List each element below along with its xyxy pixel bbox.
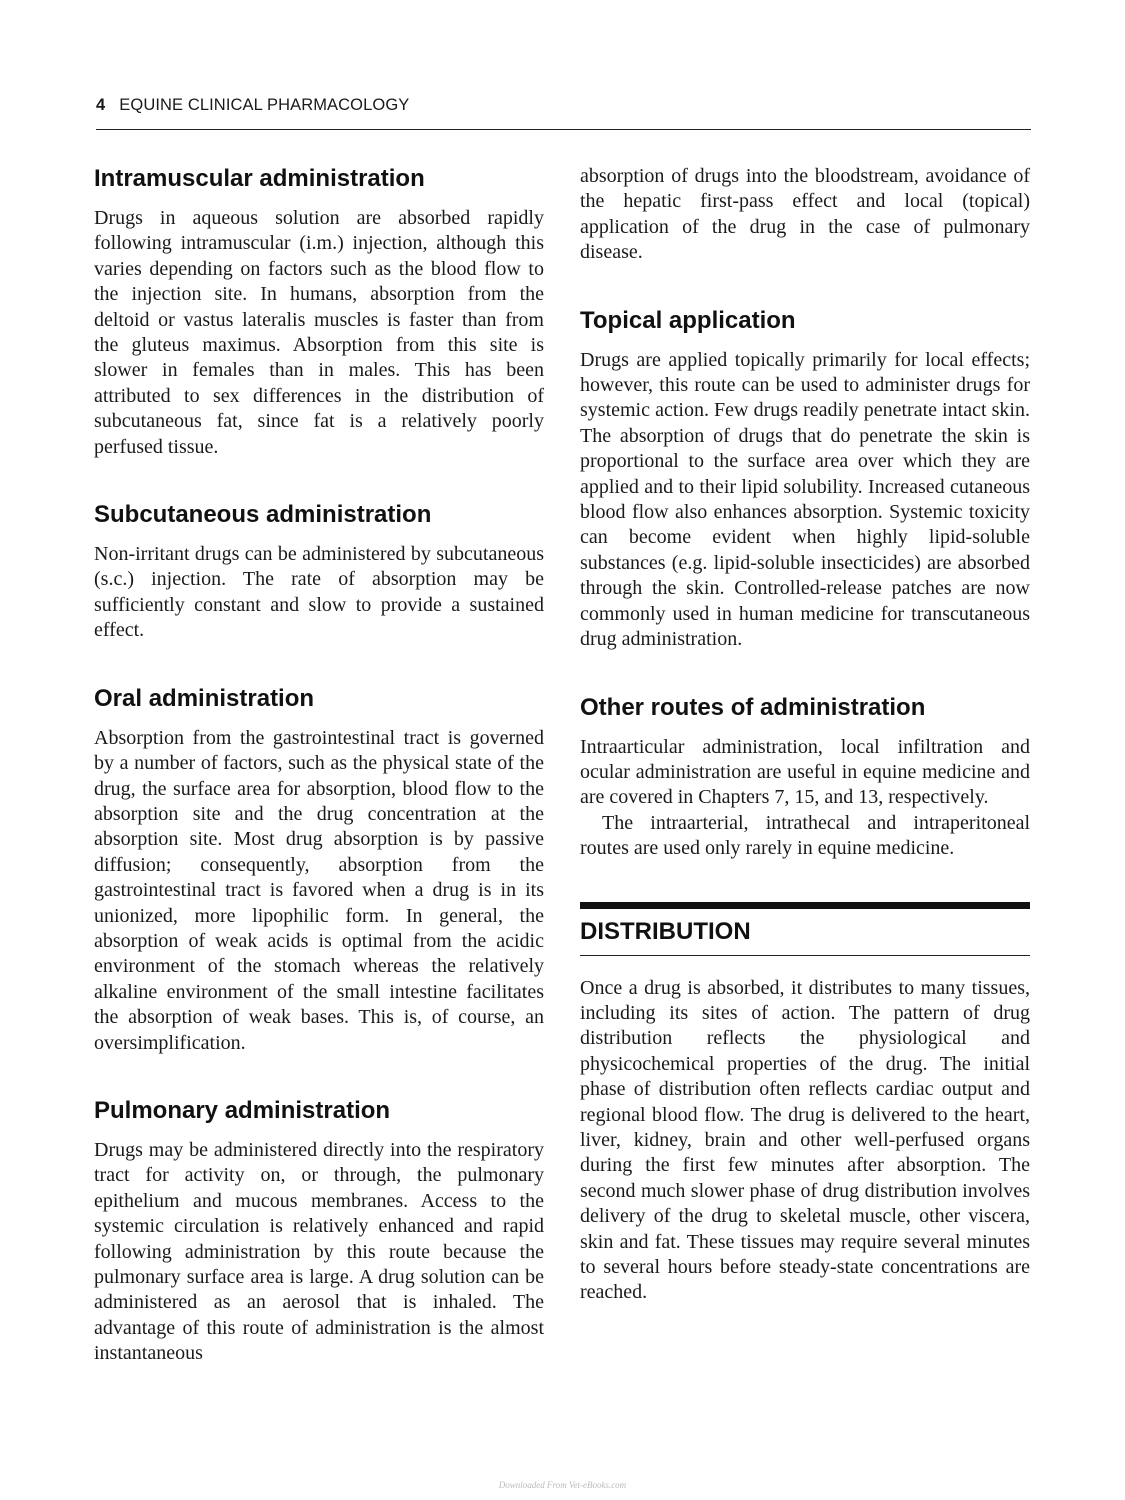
right-column bbox=[580, 164, 1030, 1346]
paragraph-intramuscular: Drugs in aqueous solution are absorbed rapidly following intramuscular (i.m.) injection, although this varies depending on factors such as the blood flow to the injection site. In humans, absorption from the deltoid or vastus lateralis muscles is faster than from the gluteus maximus. Absorption from this site is slower in females than in males. This has been attributed to sex differences in the distribution of subcutaneous fat, since fat is a relatively poorly perfused tissue. bbox=[94, 207, 544, 458]
paragraph-oral: Absorption from the gastrointestinal tract is governed by a number of factors, such as the physical state of the drug, the surface area for absorption, blood flow to the absorption site and the drug concentration at the absorption site. Most drug absorption is by passive diffusion; consequently, absorption from the gastrointestinal tract is favored when a drug is in its unionized, more lipophilic form. In general, the absorption of weak acids is optimal from the acidic environment of the stomach whereas the relatively alkaline environment of the small intestine facilitates the absorption of weak bases. This is, of course, an oversimplification. bbox=[94, 726, 544, 1054]
paragraph-subcutaneous: Non-irritant drugs can be administered by subcutaneous (s.c.) injection. The rate of absorption may be sufficiently constant and slow to provide a sustained effect. bbox=[94, 543, 544, 642]
heading-oral: Oral administration bbox=[94, 684, 315, 712]
distribution-top-bar bbox=[580, 902, 1030, 909]
section-oral bbox=[94, 684, 544, 1056]
heading-subcutaneous: Subcutaneous administration bbox=[94, 501, 432, 529]
heading-distribution: DISTRIBUTION bbox=[580, 917, 751, 945]
section-pulmonary-continued bbox=[580, 164, 1030, 266]
paragraph-topical: Drugs are applied topically primarily for local effects; however, this route can be used to administer drugs for systemic action. Few drugs readily penetrate intact skin. The absorption of drugs that do penetrate the skin is proportional to the surface area over which they are applied and to their lipid solubility. Increased cutaneous blood flow also enhances absorption. Systemic toxicity can become evident when highly lipid-soluble substances (e.g. lipid-soluble insecticides) are absorbed through the skin. Controlled-release patches are now commonly used in human medicine for transcutaneous drug administration. bbox=[580, 348, 1030, 651]
heading-pulmonary: Pulmonary administration bbox=[94, 1096, 391, 1124]
heading-intramuscular: Intramuscular administration bbox=[94, 165, 425, 192]
section-intramuscular bbox=[94, 164, 544, 460]
section-pulmonary bbox=[94, 1096, 544, 1367]
paragraph-distribution: Once a drug is absorbed, it distributes to many tissues, including its sites of action. The pattern of drug distribution reflects the physiological and physicochemical properties of the drug. The initial phase of distribution often reflects cardiac output and regional blood flow. The drug is delivered to the heart, liver, kidney, brain and other well-perfused organs during the first few minutes after absorption. The second much slower phase of drug distribution involves delivery of the drug to skeletal muscle, other viscera, skin and fat. These tissues may require several minutes to several hours before steady-state concentrations are reached. bbox=[580, 976, 1030, 1304]
heading-other-routes: Other routes of administration bbox=[580, 693, 926, 721]
heading-topical: Topical application bbox=[580, 306, 796, 334]
header-rule bbox=[96, 129, 1031, 130]
paragraph-other-routes-2: The intraarterial, intrathecal and intraperitoneal routes are used only rarely in equine medicine. bbox=[580, 811, 1030, 860]
paragraph-pulmonary-continued: absorption of drugs into the bloodstream, avoidance of the hepatic first-pass effect and local (topical) application of the drug in the case of pulmonary disease. bbox=[580, 165, 1030, 264]
download-watermark: Downloaded From Vet-eBooks.com bbox=[498, 1480, 627, 1490]
page-number: 4 bbox=[96, 96, 106, 114]
running-head bbox=[96, 96, 1031, 115]
paragraph-other-routes-1: Intraarticular administration, local infiltration and ocular administration are useful in equine medicine and are covered in Chapters 7, 15, and 13, respectively. bbox=[580, 735, 1030, 809]
paragraph-pulmonary: Drugs may be administered directly into the respiratory tract for activity on, or through, the pulmonary epithelium and mucous membranes. Access to the systemic circulation is relatively enhanced and rapid following administration by this route because the pulmonary surface area is large. A drug solution can be administered as an aerosol that is inhaled. The advantage of this route of administration is the almost instantaneous bbox=[94, 1138, 544, 1365]
distribution-rule bbox=[580, 955, 1030, 956]
running-title: EQUINE CLINICAL PHARMACOLOGY bbox=[119, 96, 410, 114]
left-column bbox=[94, 164, 544, 1407]
section-other-routes bbox=[580, 693, 1030, 862]
section-subcutaneous bbox=[94, 500, 544, 644]
section-topical bbox=[580, 306, 1030, 653]
section-distribution bbox=[580, 902, 1030, 1306]
